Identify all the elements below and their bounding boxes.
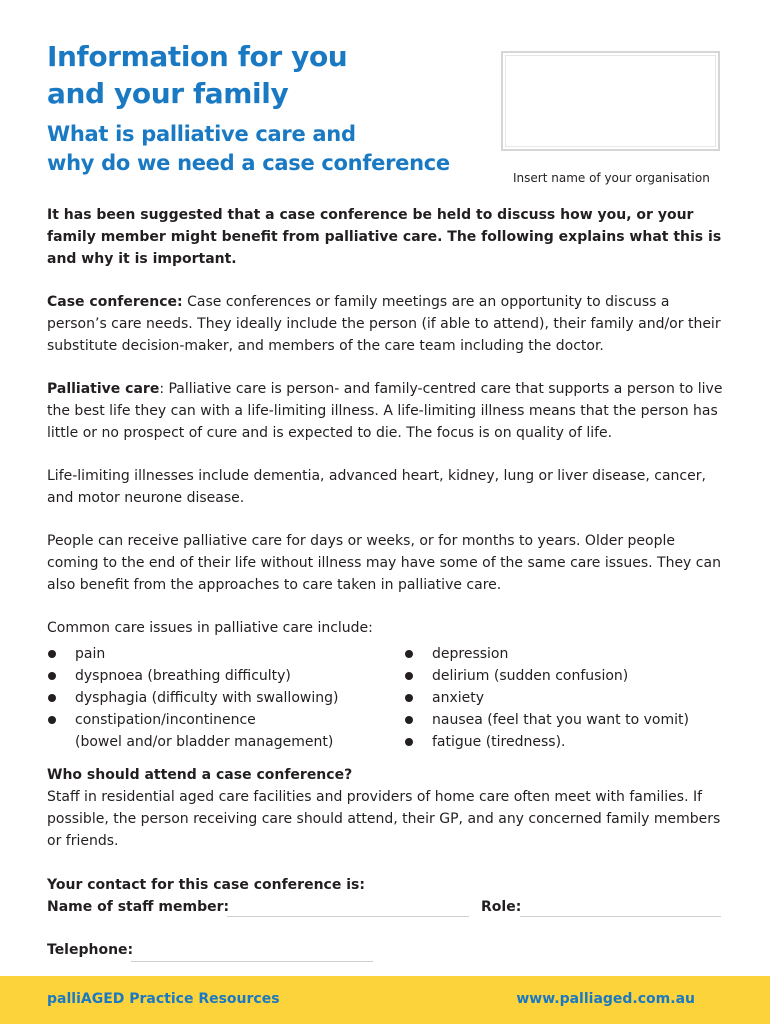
- contact-heading: Your contact for this case conference is:: [47, 877, 365, 893]
- organisation-logo-placeholder: [501, 51, 720, 151]
- footer-website-link[interactable]: www.palliaged.com.au: [516, 991, 695, 1007]
- list-item: pain: [47, 643, 404, 665]
- list-item: dysphagia (difficulty with swallowing): [47, 687, 404, 709]
- who-should-attend-text: Staff in residential aged care facilities and providers of home care often meet with families. If possible, the person receiving care should attend, their GP, and any concerned family members or friends.: [47, 789, 721, 849]
- bullet-icon: [405, 738, 413, 746]
- bullet-icon: [48, 650, 56, 658]
- staff-name-row: [47, 896, 737, 918]
- title-line-1: Information for you: [47, 40, 348, 73]
- issues-heading: Common care issues in palliative care include:: [47, 620, 373, 636]
- case-conference-paragraph: [47, 291, 727, 357]
- page-subtitle: [47, 120, 507, 178]
- footer-bar: [0, 976, 770, 1024]
- list-item-continuation: (bowel and/or bladder management): [75, 734, 334, 750]
- care-issues-list: [47, 643, 727, 753]
- telephone-field[interactable]: [131, 941, 373, 962]
- intro-paragraph: It has been suggested that a case conference be held to discuss how you, or your family member might benefit from palliative care. The following explains what this is and why it is important.: [47, 207, 722, 267]
- case-conference-label: Case conference:: [47, 294, 183, 310]
- staff-name-field[interactable]: [227, 896, 469, 917]
- bullet-icon: [405, 672, 413, 680]
- list-item: fatigue (tiredness).: [404, 731, 689, 753]
- contact-section: [47, 874, 737, 961]
- palliative-care-paragraph: [47, 378, 727, 444]
- logo-caption: Insert name of your organisation: [513, 171, 710, 185]
- palliative-care-text: : Palliative care is person- and family-centred care that supports a person to live the best life they can with a life-limiting illness. A life-limiting illness means that the person has little or no prospect of cure and is expected to die. The focus is on quality of life.: [47, 381, 723, 441]
- title-line-2: and your family: [47, 77, 289, 110]
- care-issues-right-column: [404, 643, 689, 753]
- case-conference-text: Case conferences or family meetings are an opportunity to discuss a person’s care needs. They ideally include the person (if able to attend), their family and/or their substitute decision-maker, and members of the care team including the doctor.: [47, 294, 721, 354]
- bullet-icon: [405, 694, 413, 702]
- list-item: anxiety: [404, 687, 689, 709]
- list-item: depression: [404, 643, 689, 665]
- bullet-icon: [48, 716, 56, 724]
- duration-paragraph: People can receive palliative care for days or weeks, or for months to years. Older people coming to the end of their life without illness may have some of the same care issues. They can also benefit from the approaches to care taken in palliative care.: [47, 533, 721, 593]
- role-field[interactable]: [520, 896, 721, 917]
- bullet-icon: [48, 672, 56, 680]
- telephone-label: Telephone:: [47, 942, 134, 958]
- footer-brand: palliAGED Practice Resources: [47, 991, 280, 1007]
- bullet-icon: [48, 694, 56, 702]
- bullet-icon: [405, 716, 413, 724]
- bullet-icon: [405, 650, 413, 658]
- who-should-attend-section: [47, 764, 727, 852]
- subtitle-line-2: why do we need a case conference: [47, 151, 450, 175]
- telephone-row: [47, 939, 737, 961]
- list-item: dyspnoea (breathing difficulty): [47, 665, 404, 687]
- list-item: nausea (feel that you want to vomit): [404, 709, 689, 731]
- palliative-care-label: Palliative care: [47, 381, 160, 397]
- care-issues-left-column: [47, 643, 404, 753]
- main-content: [47, 204, 727, 873]
- who-should-attend-heading: Who should attend a case conference?: [47, 767, 353, 783]
- illnesses-paragraph: Life-limiting illnesses include dementia, advanced heart, kidney, lung or liver disease, cancer, and motor neurone disease.: [47, 468, 706, 506]
- list-item: delirium (sudden confusion): [404, 665, 689, 687]
- subtitle-line-1: What is palliative care and: [47, 122, 356, 146]
- page-title: [47, 38, 487, 112]
- role-label: Role:: [481, 899, 522, 915]
- list-item: constipation/incontinence: [47, 709, 404, 731]
- staff-name-label: Name of staff member:: [47, 899, 230, 915]
